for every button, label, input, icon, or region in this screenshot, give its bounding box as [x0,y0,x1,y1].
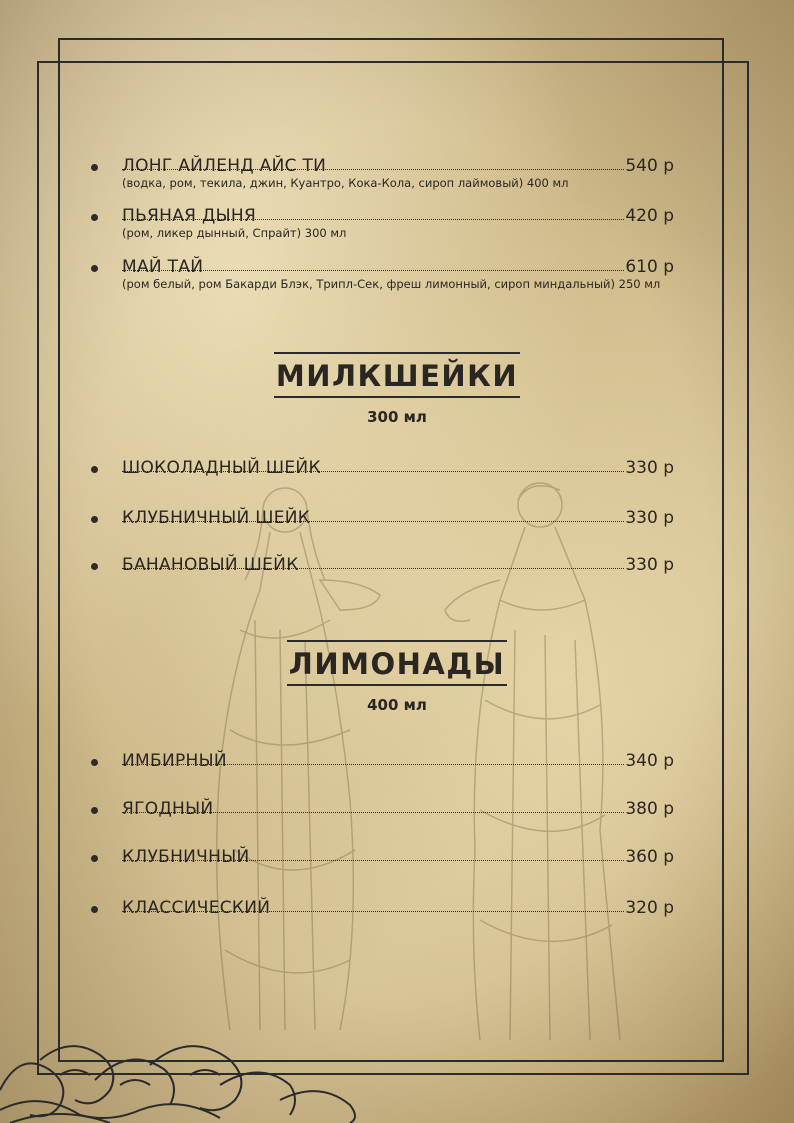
item-price: 330 р [625,458,674,478]
item-price: 340 р [625,751,674,771]
section-volume-milkshakes: 300 мл [367,408,427,426]
item-name: КЛУБНИЧНЫЙ [122,847,250,867]
bullet-icon [91,214,98,221]
item-price: 330 р [625,555,674,575]
menu-item [88,507,688,541]
menu-item [88,798,688,832]
bullet-icon [91,466,98,473]
section-volume-lemonades: 400 мл [367,696,427,714]
bullet-icon [91,807,98,814]
menu-item [88,155,688,189]
menu-item [88,205,688,239]
item-price: 540 р [625,156,674,176]
section-title-milkshakes: МИЛКШЕЙКИ [0,352,794,398]
item-name: МАЙ ТАЙ [122,257,204,277]
decorative-waves [0,1030,794,1123]
bullet-icon [91,516,98,523]
item-name: БАНАНОВЫЙ ШЕЙК [122,555,299,575]
item-name: ЯГОДНЫЙ [122,799,214,819]
menu-item [88,750,688,784]
item-name: ПЬЯНАЯ ДЫНЯ [122,206,257,226]
menu-item [88,554,688,588]
bullet-icon [91,164,98,171]
item-name: ЛОНГ АЙЛЕНД АЙС ТИ [122,156,327,176]
item-price: 380 р [625,799,674,819]
bullet-icon [91,906,98,913]
item-name: КЛУБНИЧНЫЙ ШЕЙК [122,508,311,528]
bullet-icon [91,265,98,272]
item-name: ШОКОЛАДНЫЙ ШЕЙК [122,458,321,478]
menu-item [88,457,688,491]
item-price: 610 р [625,257,674,277]
item-price: 330 р [625,508,674,528]
item-description: (ром белый, ром Бакарди Блэк, Трипл-Сек, фреш лимонный, сироп миндальный) 250 мл [122,277,661,291]
item-price: 420 р [625,206,674,226]
menu-item [88,846,688,880]
item-description: (ром, ликер дынный, Спрайт) 300 мл [122,226,347,240]
item-description: (водка, ром, текила, джин, Куантро, Кока-Кола, сироп лаймовый) 400 мл [122,176,569,190]
item-name: КЛАССИЧЕСКИЙ [122,898,271,918]
item-price: 360 р [625,847,674,867]
section-title-lemonades: ЛИМОНАДЫ [0,640,794,686]
item-name: ИМБИРНЫЙ [122,751,227,771]
bullet-icon [91,759,98,766]
bullet-icon [91,563,98,570]
bullet-icon [91,855,98,862]
item-price: 320 р [625,898,674,918]
menu-item [88,256,688,290]
menu-item [88,897,688,931]
